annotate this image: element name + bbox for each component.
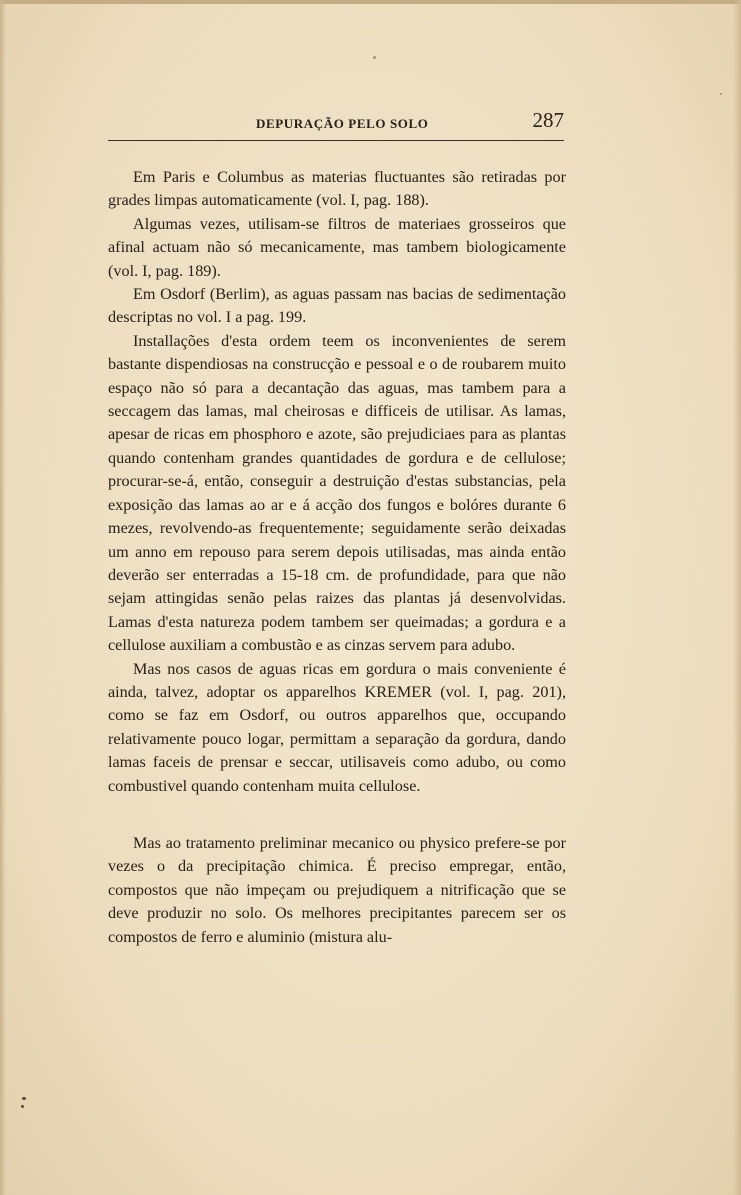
body-text: [108, 166, 566, 949]
paper-speck: [22, 1097, 26, 1100]
page-top-edge: [0, 0, 741, 4]
page-left-edge: [0, 0, 6, 1195]
paragraph-1: Em Paris e Columbus as materias fluctuantes são retiradas por grades limpas automaticamente (vol. I, pag. 188).: [108, 168, 566, 210]
paper-speck: [373, 56, 376, 59]
paragraph-5: Mas nos casos de aguas ricas em gordura o mais conveniente é ainda, talvez, adoptar os apparelhos KREMER (vol. I, pag. 201), como se faz em Osdorf, ou outros apparelhos que, occupando relativamente pouco logar, permittam a separação da gordura, dando lamas faceis de prensar e seccar, utilisaveis como adubo, ou como combustivel quando contenham muita cellulose.: [108, 659, 566, 795]
page-number: 287: [532, 108, 564, 132]
paragraph-6: Mas ao tratamento preliminar mecanico ou physico prefere-se por vezes o da precipitação chimica. É preciso empregar, então, compostos que não impeçam ou prejudiquem a nitrificação que se deve produzir no solo. Os melhores precipitantes parecem ser os compostos de ferro e aluminio (mistura alu-: [108, 833, 566, 946]
running-title: DEPURAÇÃO PELO SOLO: [256, 116, 429, 131]
paragraph-4: Installações d'esta ordem teem os inconvenientes de serem bastante dispendiosas na construcção e pessoal e o de roubarem muito espaço não só para a decantação das aguas, mas tambem para a seccagem das lamas, mal cheirosas e difficeis de utilisar. As lamas, apesar de ricas em phosphoro e azote, são prejudiciaes para as plantas quando contenham grandes quantidades de gordura e de cellulose; procurar-se-á, então, conseguir a destruição d'estas substancias, pela exposição das lamas ao ar e á acção dos fungos e bolóres durante 6 mezes, revolvendo-as frequentemente; seguidamente serão deixadas um anno em repouso para serem depois utilisadas, mas ainda então deverão ser enterradas a 15-18 cm. de profundidade, para que não sejam attingidas senão pelas raizes das plantas já desenvolvidas. Lamas d'esta natureza podem tambem ser queimadas; a gordura e a cellulose auxiliam a combustão e as cinzas servem para adubo.: [108, 331, 566, 655]
paragraph-3: Em Osdorf (Berlim), as aguas passam nas bacias de sedimentação descriptas no vol. I a pag. 199.: [108, 285, 566, 327]
page-header: [108, 108, 564, 138]
paper-speck: [720, 93, 722, 95]
paper-speck: [21, 1105, 24, 1108]
paragraph-2: Algumas vezes, utilisam-se filtros de materiaes grosseiros que afinal actuam não só mecanicamente, mas tambem biologicamente (vol. I, pag. 189).: [108, 214, 566, 280]
page-right-edge: [733, 0, 741, 1195]
header-rule: [108, 140, 564, 141]
